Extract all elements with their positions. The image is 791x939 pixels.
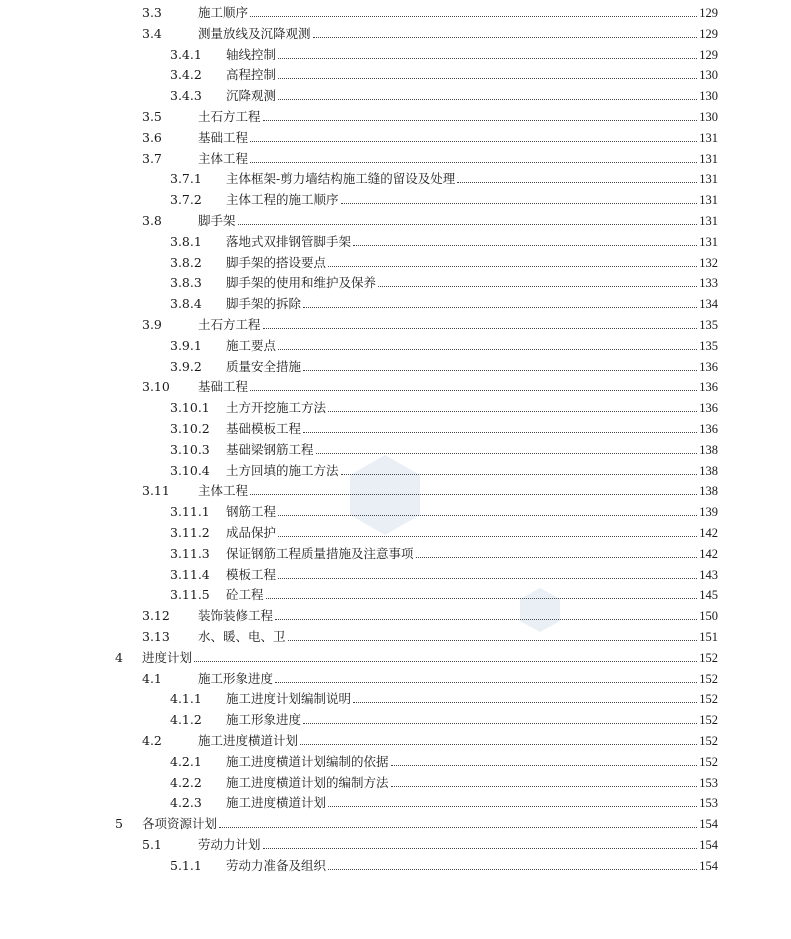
toc-dot-leader: [313, 36, 698, 38]
toc-entry-title: 土石方工程: [198, 317, 261, 332]
toc-entry-number: 3.12: [142, 608, 170, 624]
toc-entry-title: 基础模板工程: [226, 421, 302, 436]
toc-entry-title: 基础工程: [198, 379, 249, 395]
toc-entry-number: 3.10.3: [170, 441, 210, 457]
toc-dot-leader: [250, 15, 697, 17]
toc-entry-page-number: 143: [699, 567, 718, 582]
toc-entry[interactable]: [142, 624, 718, 644]
toc-entry-title: 脚手架的使用和维护及保养: [226, 275, 377, 291]
toc-entry-page-number: 135: [699, 318, 718, 332]
toc-dot-leader: [278, 57, 697, 59]
toc-entry-page-number: 131: [699, 151, 718, 166]
toc-entry[interactable]: [170, 62, 718, 82]
toc-entry[interactable]: [142, 603, 718, 623]
toc-entry-number: 5.1.1: [170, 857, 202, 873]
toc-entry-title: 装饰装修工程: [198, 608, 274, 624]
toc-entry-number: 4: [115, 649, 123, 665]
toc-entry-page-number: 136: [699, 380, 718, 395]
toc-entry-page-number: 139: [699, 505, 718, 520]
toc-entry-number: 3.4.1: [170, 46, 202, 62]
toc-dot-leader: [263, 327, 698, 329]
toc-dot-leader: [278, 514, 697, 516]
toc-entry[interactable]: [170, 187, 718, 207]
toc-entry-page-number: 131: [699, 130, 718, 145]
toc-entry-title: 保证钢筋工程质量措施及注意事项: [226, 545, 414, 561]
toc-entry-number: 3.8.1: [170, 233, 202, 249]
toc-entry[interactable]: [170, 354, 718, 374]
toc-entry-number: 3.8: [142, 213, 162, 228]
toc-entry-page-number: 150: [699, 609, 718, 624]
toc-entry-number: 3.11.2: [170, 525, 210, 540]
toc-entry-title: 脚手架的拆除: [226, 296, 302, 312]
toc-dot-leader: [341, 473, 698, 475]
toc-entry-title: 施工进度横道计划的编制方法: [226, 774, 389, 790]
toc-dot-leader: [303, 369, 697, 371]
toc-entry[interactable]: [170, 853, 718, 873]
toc-entry-number: 5.1: [142, 837, 162, 852]
toc-entry[interactable]: [170, 291, 718, 311]
toc-entry-title: 脚手架的搭设要点: [226, 254, 327, 270]
toc-dot-leader: [316, 452, 698, 454]
toc-entry-page-number: 152: [699, 713, 718, 728]
toc-entry-page-number: 134: [699, 297, 718, 312]
toc-entry-number: 4.2: [142, 733, 162, 748]
toc-dot-leader: [328, 265, 697, 267]
toc-dot-leader: [303, 431, 697, 433]
toc-entry-page-number: 131: [699, 214, 718, 228]
toc-entry[interactable]: [142, 832, 718, 852]
toc-entry-title: 质量安全措施: [226, 358, 302, 374]
toc-entry[interactable]: [170, 770, 718, 790]
toc-entry-title: 土石方工程: [198, 109, 261, 124]
toc-entry-page-number: 138: [699, 463, 718, 478]
toc-entry-title: 施工进度横道计划编制的依据: [226, 753, 389, 769]
toc-entry[interactable]: [142, 21, 718, 41]
toc-entry-title: 各项资源计划: [142, 816, 218, 832]
toc-entry-page-number: 154: [699, 817, 718, 832]
toc-entry-number: 4.2.3: [170, 795, 202, 811]
toc-dot-leader: [303, 722, 697, 724]
toc-dot-leader: [250, 140, 697, 142]
toc-entry-number: 3.9.2: [170, 358, 202, 374]
toc-dot-leader: [288, 639, 698, 641]
toc-entry-title: 水、暖、电、卫: [198, 629, 286, 644]
toc-entry-number: 3.11.5: [170, 587, 210, 603]
toc-entry-title: 基础工程: [198, 129, 249, 145]
toc-entry-page-number: 130: [699, 89, 718, 104]
toc-entry[interactable]: [142, 125, 718, 145]
toc-entry-number: 3.11: [142, 483, 170, 499]
toc-entry[interactable]: [170, 458, 718, 478]
toc-entry-page-number: 129: [699, 6, 718, 20]
toc-dot-leader: [278, 535, 697, 537]
toc-entry-page-number: 138: [699, 484, 718, 499]
toc-dot-leader: [391, 785, 698, 787]
toc-dot-leader: [275, 618, 697, 620]
toc-entry[interactable]: [115, 645, 718, 665]
toc-entry-number: 3.3: [142, 5, 162, 20]
toc-entry[interactable]: [170, 395, 718, 415]
toc-entry-page-number: 133: [699, 276, 718, 291]
toc-entry[interactable]: [170, 229, 718, 249]
toc-dot-leader: [457, 181, 697, 183]
toc-entry-title: 沉降观测: [226, 88, 277, 104]
toc-entry-title: 施工形象进度: [198, 670, 274, 686]
toc-entry[interactable]: [170, 541, 718, 561]
toc-entry-title: 土方开挖施工方法: [226, 400, 327, 416]
toc-entry-page-number: 142: [699, 526, 718, 540]
toc-entry[interactable]: [170, 250, 718, 270]
toc-entry-number: 3.10.1: [170, 400, 210, 416]
toc-entry-number: 4.2.1: [170, 753, 202, 769]
toc-entry-number: 3.6: [142, 129, 162, 145]
toc-entry[interactable]: [170, 166, 718, 186]
toc-entry[interactable]: [170, 333, 718, 353]
toc-dot-leader: [328, 410, 697, 412]
toc-dot-leader: [250, 161, 697, 163]
toc-dot-leader: [238, 223, 698, 225]
toc-entry-title: 施工要点: [226, 337, 277, 353]
toc-entry-page-number: 154: [699, 858, 718, 873]
toc-entry[interactable]: [170, 83, 718, 103]
toc-entry[interactable]: [170, 42, 718, 62]
toc-entry-number: 4.2.2: [170, 774, 202, 790]
toc-entry-number: 3.13: [142, 629, 170, 644]
toc-entry-page-number: 136: [699, 422, 718, 436]
toc-entry-page-number: 136: [699, 359, 718, 374]
toc-entry-title: 主体工程: [198, 150, 249, 166]
toc-entry-page-number: 154: [699, 838, 718, 852]
toc-dot-leader: [263, 847, 698, 849]
toc-entry-page-number: 145: [699, 588, 718, 603]
toc-entry[interactable]: [170, 416, 718, 436]
toc-entry[interactable]: [142, 312, 718, 332]
toc-entry-page-number: 138: [699, 442, 718, 457]
toc-entry-page-number: 152: [699, 754, 718, 769]
toc-entry-number: 3.10.4: [170, 462, 210, 478]
toc-entry[interactable]: [142, 478, 718, 498]
toc-entry[interactable]: [142, 146, 718, 166]
toc-entry-title: 脚手架: [198, 213, 236, 228]
toc-entry-page-number: 131: [699, 234, 718, 249]
toc-dot-leader: [341, 202, 698, 204]
toc-dot-leader: [278, 98, 697, 100]
toc-dot-leader: [263, 119, 698, 121]
toc-entry-page-number: 152: [699, 692, 718, 707]
toc-entry-page-number: 129: [699, 47, 718, 62]
toc-entry-number: 3.10.2: [170, 421, 210, 436]
toc-entry-page-number: 129: [699, 26, 718, 41]
toc-entry-number: 3.11.4: [170, 566, 210, 582]
toc-dot-leader: [353, 701, 697, 703]
toc-entry-title: 测量放线及沉降观测: [198, 25, 311, 41]
toc-entry-number: 3.8.3: [170, 275, 202, 291]
toc-entry-title: 落地式双排钢管脚手架: [226, 233, 352, 249]
toc-entry-title: 砼工程: [226, 587, 264, 603]
toc-dot-leader: [278, 577, 697, 579]
toc-entry-number: 5: [115, 816, 123, 832]
toc-entry-page-number: 131: [699, 193, 718, 208]
toc-entry[interactable]: [170, 520, 718, 540]
toc-entry[interactable]: [170, 790, 718, 810]
toc-entry-page-number: 131: [699, 172, 718, 187]
toc-entry[interactable]: [142, 374, 718, 394]
toc-dot-leader: [328, 868, 697, 870]
toc-entry-number: 3.9.1: [170, 337, 202, 353]
toc-entry-number: 3.7: [142, 150, 162, 166]
toc-entry-title: 主体工程: [198, 483, 249, 499]
toc-dot-leader: [250, 493, 697, 495]
toc-entry-number: 3.10: [142, 379, 170, 395]
toc-entry-page-number: 136: [699, 401, 718, 416]
toc-dot-leader: [278, 77, 697, 79]
toc-entry-number: 4.1: [142, 670, 162, 686]
toc-dot-leader: [303, 306, 697, 308]
toc-dot-leader: [194, 660, 697, 662]
toc-dot-leader: [353, 244, 697, 246]
toc-entry-title: 土方回填的施工方法: [226, 462, 339, 478]
toc-entry-number: 3.11.3: [170, 545, 210, 561]
toc-entry[interactable]: [170, 437, 718, 457]
toc-entry-page-number: 130: [699, 68, 718, 83]
toc-entry-title: 施工进度横道计划: [198, 733, 299, 748]
toc-entry-number: 3.11.1: [170, 504, 210, 520]
toc-entry-title: 钢筋工程: [226, 504, 277, 520]
toc-dot-leader: [219, 826, 697, 828]
toc-entry-page-number: 142: [699, 546, 718, 561]
toc-entry-number: 4.1.1: [170, 691, 202, 707]
toc-entry[interactable]: [142, 104, 718, 124]
toc-dot-leader: [278, 348, 697, 350]
toc-dot-leader: [266, 597, 698, 599]
toc-dot-leader: [378, 285, 697, 287]
toc-entry[interactable]: [115, 811, 718, 831]
toc-entry-title: 施工形象进度: [226, 712, 302, 728]
toc-entry-number: 4.1.2: [170, 712, 202, 728]
toc-entry[interactable]: [142, 666, 718, 686]
toc-entry-page-number: 132: [699, 255, 718, 270]
toc-entry[interactable]: [142, 208, 718, 228]
toc-entry-title: 施工顺序: [198, 5, 249, 20]
toc-entry-title: 主体工程的施工顺序: [226, 192, 339, 208]
toc-entry[interactable]: [170, 499, 718, 519]
toc-entry-number: 3.4: [142, 25, 162, 41]
toc-dot-leader: [275, 681, 697, 683]
toc-entry-page-number: 130: [699, 110, 718, 124]
toc-entry-title: 施工进度计划编制说明: [226, 691, 352, 707]
toc-entry-title: 进度计划: [142, 649, 193, 665]
toc-entry-title: 劳动力准备及组织: [226, 857, 327, 873]
toc-entry-title: 高程控制: [226, 67, 277, 83]
toc-entry-page-number: 152: [699, 650, 718, 665]
toc-entry[interactable]: [170, 270, 718, 290]
toc-entry-number: 3.8.4: [170, 296, 202, 312]
toc-dot-leader: [416, 556, 698, 558]
toc-entry-number: 3.5: [142, 109, 162, 124]
toc-entry[interactable]: [170, 749, 718, 769]
toc-entry-page-number: 151: [699, 630, 718, 644]
toc-entry[interactable]: [170, 686, 718, 706]
toc-dot-leader: [300, 743, 697, 745]
toc-entry-number: 3.9: [142, 317, 162, 332]
toc-entry[interactable]: [170, 582, 718, 602]
toc-entry[interactable]: [170, 707, 718, 727]
toc-entry-number: 3.4.2: [170, 67, 202, 83]
toc-entry-page-number: 135: [699, 338, 718, 353]
toc-entry-page-number: 152: [699, 734, 718, 748]
toc-entry-number: 3.7.1: [170, 171, 202, 187]
toc-entry-title: 施工进度横道计划: [226, 795, 327, 811]
toc-entry[interactable]: [170, 562, 718, 582]
toc-entry-number: 3.7.2: [170, 192, 202, 208]
toc-dot-leader: [391, 764, 698, 766]
toc-entry-title: 主体框架-剪力墙结构施工缝的留设及处理: [226, 171, 456, 187]
toc-entry-title: 模板工程: [226, 566, 277, 582]
toc-entry-number: 3.8.2: [170, 254, 202, 270]
toc-entry-title: 成品保护: [226, 525, 277, 540]
toc-entry[interactable]: [142, 728, 718, 748]
toc-entry-title: 基础梁钢筋工程: [226, 441, 314, 457]
toc-entry-number: 3.4.3: [170, 88, 202, 104]
toc-dot-leader: [250, 389, 697, 391]
toc-entry[interactable]: [142, 0, 718, 20]
toc-entry-title: 轴线控制: [226, 46, 277, 62]
toc-entry-title: 劳动力计划: [198, 837, 261, 852]
toc-entry-page-number: 153: [699, 775, 718, 790]
toc-entry-page-number: 153: [699, 796, 718, 811]
toc-entry-page-number: 152: [699, 671, 718, 686]
toc-dot-leader: [328, 805, 697, 807]
